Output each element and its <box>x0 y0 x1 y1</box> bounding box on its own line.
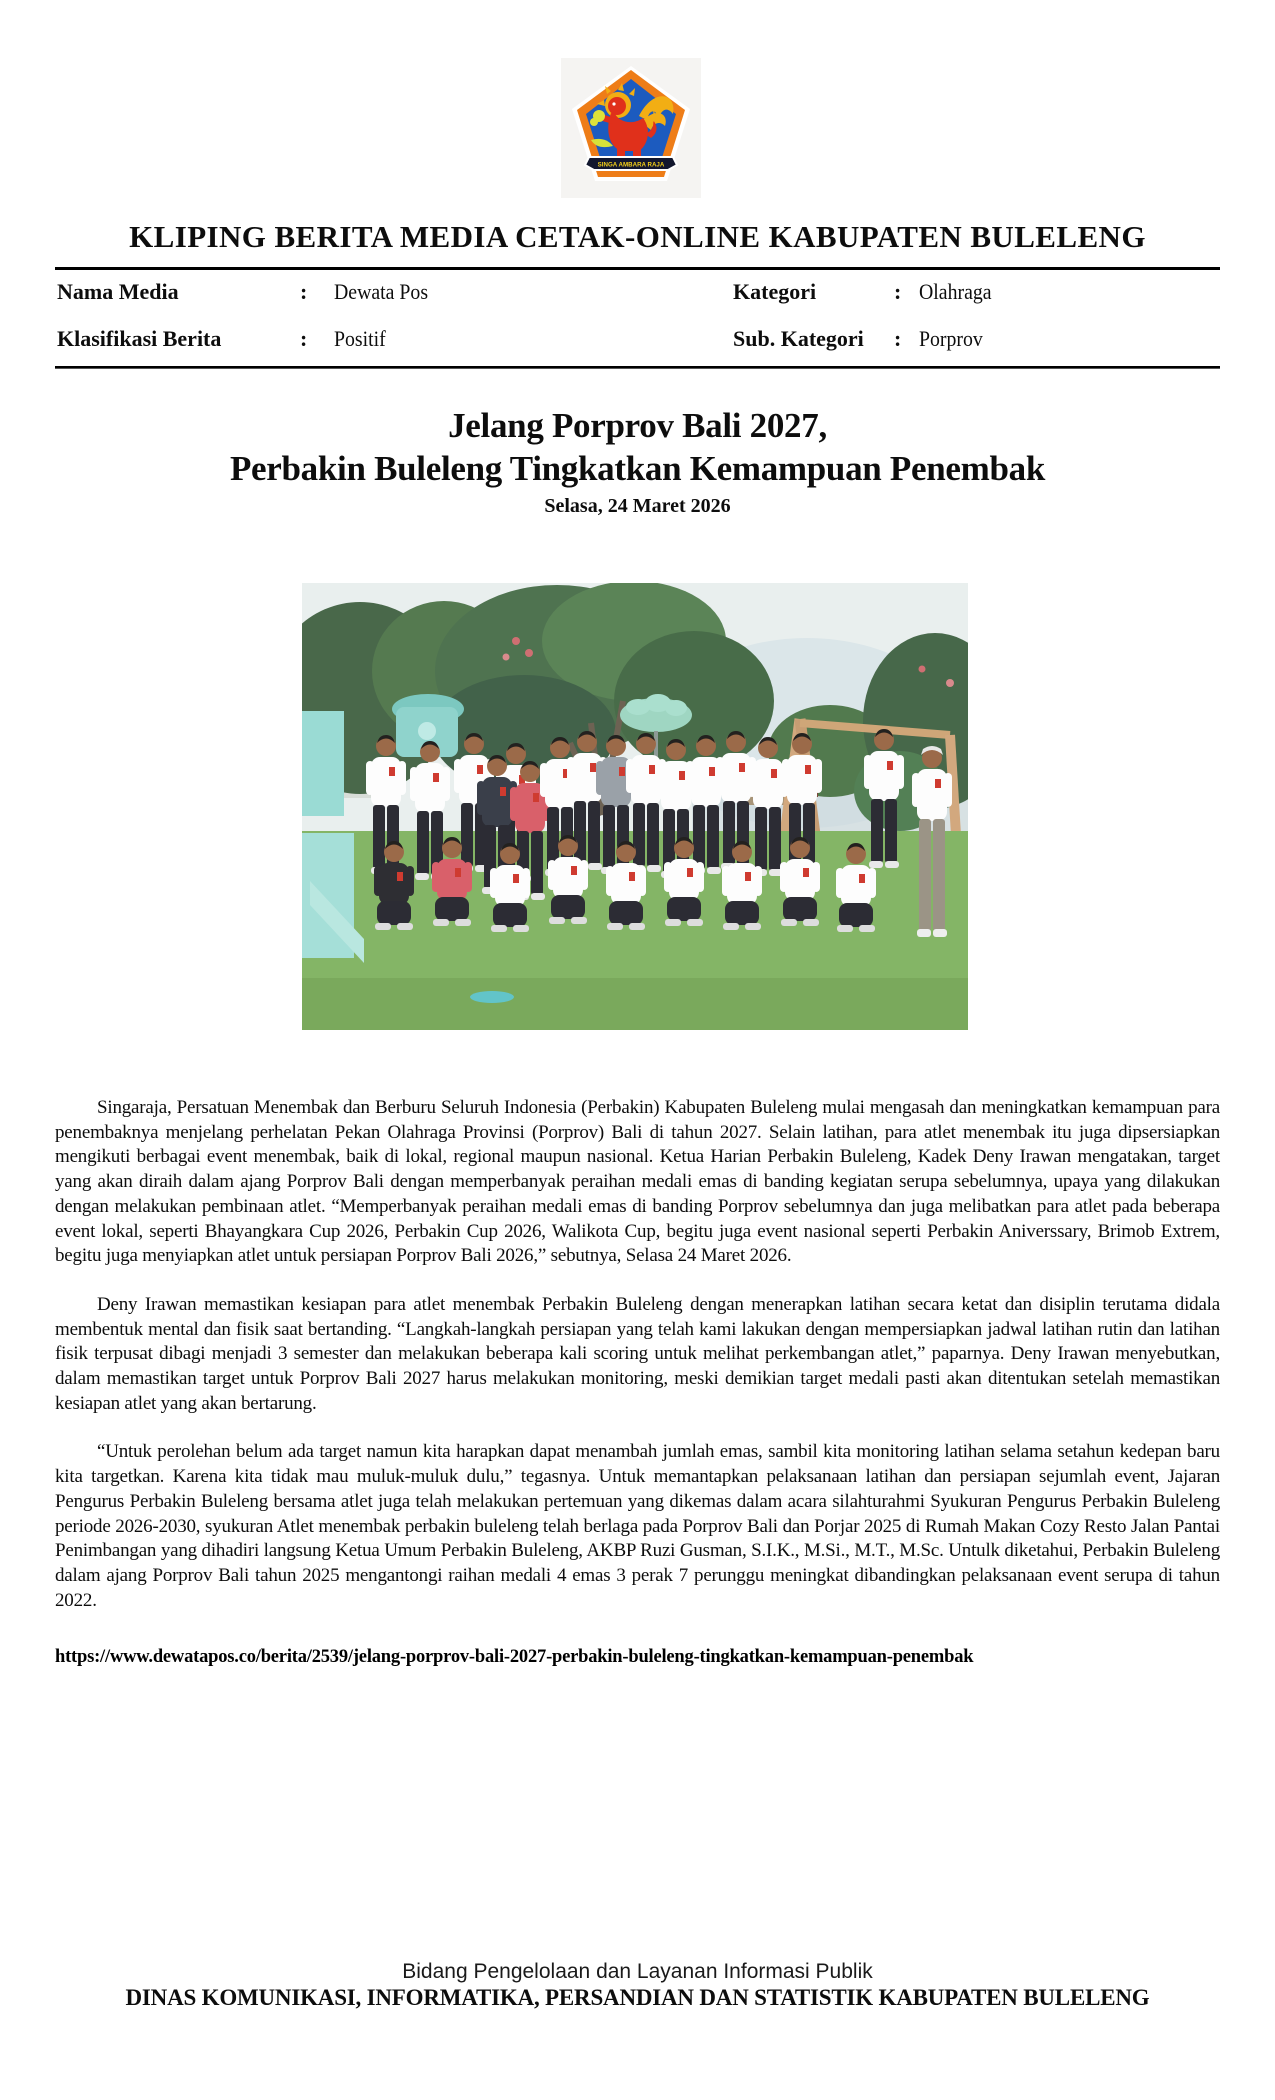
meta-colon: : <box>894 279 902 304</box>
meta-value-sub-kategori: Porprov <box>919 326 983 351</box>
article-source-link[interactable]: https://www.dewatapos.co/berita/2539/jelang-porprov-bali-2027-perbakin-buleleng-tingkatkan-kemampuan-penembak <box>55 1647 974 1668</box>
buleleng-regency-emblem-icon <box>561 58 701 198</box>
divider-bottom <box>55 366 1220 369</box>
footer-agency: DINAS KOMUNIKASI, INFORMATIKA, PERSANDIAN DAN STATISTIK KABUPATEN BULELENG <box>125 1985 1150 2010</box>
article-title-line1: Jelang Porprov Bali 2027, <box>448 406 827 445</box>
article-paragraph: “Untuk perolehan belum ada target namun kita harapkan dapat menambah jumlah emas, sambil kita monitoring latihan selama setahun kedepan baru kita targetkan. Karena kita tidak mau muluk-muluk dulu,” tegasnya. Untuk memantapkan pelaksanaan latihan dan persiapan sejumlah event, Jajaran Pengurus Perbakin Buleleng bersama atlet juga telah melakukan pertemuan yang dikemas dalam acara silahturahmi Syukuran Pengurus Perbakin Buleleng periode 2026-2030, syukuran Atlet menembak perbakin buleleng telah berlaga pada Porprov Bali dan Porjar 2025 di Rumah Makan Cozy Resto Jalan Pantai Penimbangan yang dihadiri langsung Ketua Umum Perbakin Buleleng, AKBP Ruzi Gusman, S.I.K., M.Si., M.T., M.Sc. Untulk diketahui, Perbakin Buleleng dalam ajang Porprov Bali tahun 2025 mengantongi raihan medali 4 emas 3 perak 7 perunggu meningkat dibandingkan pelaksanaan event serupa di tahun 2022. <box>55 1441 1220 1611</box>
footer-division: Bidang Pengelolaan dan Layanan Informasi Publik <box>402 1960 873 1983</box>
article-title-line2: Perbakin Buleleng Tingkatkan Kemampuan Penembak <box>229 449 1046 488</box>
article-body <box>55 1096 1220 1670</box>
meta-label-sub-kategori: Sub. Kategori <box>733 326 864 351</box>
meta-colon: : <box>300 279 308 304</box>
logo-banner-text: SINGA AMBARA RAJA <box>597 161 665 169</box>
article-paragraph: Deny Irawan memastikan kesiapan para atlet menembak Perbakin Buleleng dengan menerapkan latihan secara ketat dan disiplin terutama didala membentuk mental dan fisik saat bertanding. “Langkah-langkah persiapan yang telah kami lakukan dengan mempersiapkan jadwal latihan rutin dan latihan fisik terpusat dibagi menjadi 3 semester dan melakukan beberapa kali scoring untuk melihat perkembangan atlet,” paparnya. Deny Irawan menyebutkan, dalam memastikan target untuk Porprov Bali 2027 harus melakukan monitoring, meski demikian target medali pasti akan ditentukan setelah memastikan kesiapan atlet yang akan bertarung. <box>55 1293 1220 1414</box>
meta-colon: : <box>300 326 308 351</box>
meta-label-nama-media: Nama Media <box>57 279 179 304</box>
meta-value-nama-media: Dewata Pos <box>334 279 429 304</box>
meta-value-kategori: Olahraga <box>919 279 992 304</box>
meta-label-klasifikasi: Klasifikasi Berita <box>57 326 222 351</box>
meta-value-klasifikasi: Positif <box>334 326 386 351</box>
logo-box <box>561 58 701 198</box>
article-photo <box>302 583 968 1030</box>
meta-label-kategori: Kategori <box>733 279 817 304</box>
divider-top <box>55 267 1220 270</box>
document-title: KLIPING BERITA MEDIA CETAK-ONLINE KABUPATEN BULELENG <box>129 219 1146 254</box>
article-dateline: Selasa, 24 Maret 2026 <box>544 495 731 517</box>
meta-colon: : <box>894 326 902 351</box>
article-paragraph: Singaraja, Persatuan Menembak dan Berburu Seluruh Indonesia (Perbakin) Kabupaten Buleleng mulai mengasah dan meningkatkan kemampuan para penembaknya menjelang perhelatan Pekan Olahraga Provinsi (Porprov) Bali di tahun 2027. Selain latihan, para atlet menembak itu juga dipsersiapkan mengikuti berbagai event menembak, baik di lokal, regional maupun nasional. Ketua Harian Perbakin Buleleng, Kadek Deny Irawan mengatakan, target yang akan diraih dalam ajang Porprov Bali dengan memperbanyak peraihan medali emas di banding kegiatan serupa sebelumnya, upaya yang dilakukan dengan melakukan pembinaan atlet. “Memperbanyak peraihan medali emas di banding Porprov sebelumnya dan juga melibatkan para atlet pada beberapa event lokal, seperti Bhayangkara Cup 2026, Perbakin Cup 2026, Walikota Cup, begitu juga event nasional seperti Perbakin Aniverssary, Brimob Extrem, begitu juga menyiapkan atlet untuk persiapan Porprov Bali 2026,” sebutnya, Selasa 24 Maret 2026. <box>55 1097 1220 1267</box>
